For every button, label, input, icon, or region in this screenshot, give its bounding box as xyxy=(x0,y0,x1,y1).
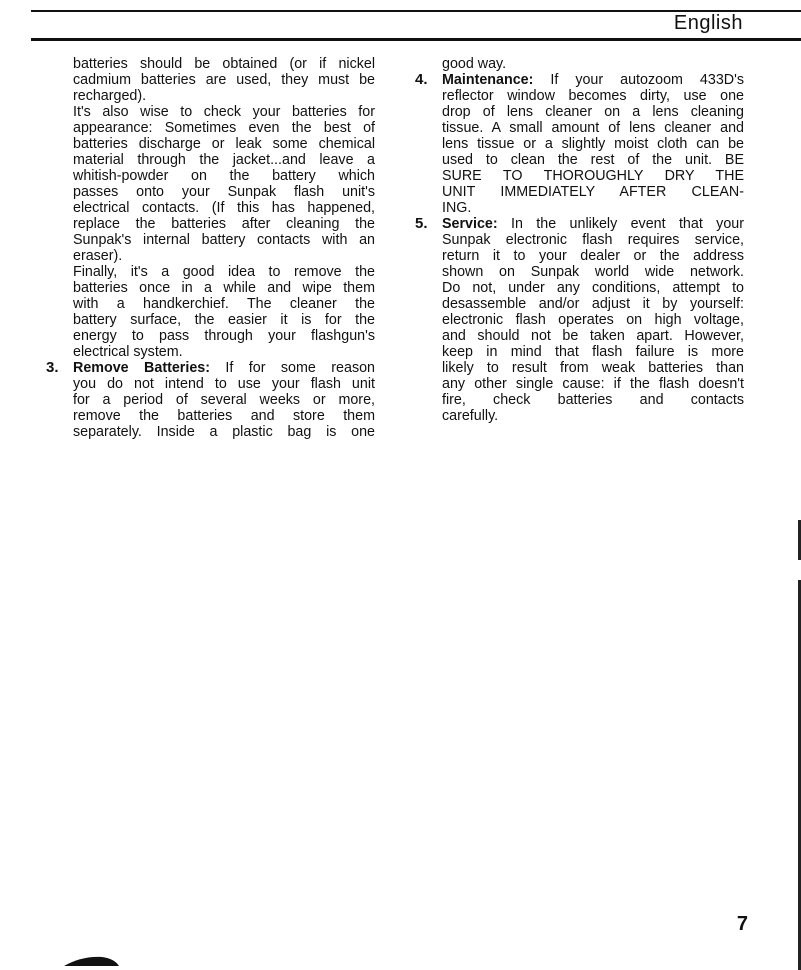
text-line: and should not be taken apart. However, xyxy=(442,328,744,344)
text-line: batteries should be obtained (or if nickel xyxy=(73,56,375,72)
text-line: keep in mind that flash failure is more xyxy=(442,344,744,360)
paragraph-battery-check xyxy=(73,104,375,264)
text-line: for a period of several weeks or more, xyxy=(73,392,375,408)
text-line: separately. Inside a plastic bag is one xyxy=(73,424,375,440)
text-line: whitish-powder on the battery which xyxy=(73,168,375,184)
language-label: English xyxy=(673,12,743,34)
paragraph-battery-replacement xyxy=(73,56,375,104)
paragraph-battery-wipe xyxy=(73,264,375,360)
text-line: likely to result from weak batteries than xyxy=(442,360,744,376)
text-line: reflector window becomes dirty, use one xyxy=(442,88,744,104)
header-rule-bottom xyxy=(31,38,801,41)
text-line: desassemble and/or adjust it by yourself: xyxy=(442,296,744,312)
text-line: battery surface, the easier it is for the xyxy=(73,312,375,328)
text-line: remove the batteries and store them xyxy=(73,408,375,424)
text-line: passes onto your Sunpak flash unit's xyxy=(73,184,375,200)
text-fragment: If for some reason xyxy=(210,360,375,376)
text-fragment: In the unlikely event that your xyxy=(497,216,744,232)
text-line: ING. xyxy=(442,200,472,216)
text-line: UNIT IMMEDIATELY AFTER CLEAN- xyxy=(442,184,744,200)
text-line: carefully. xyxy=(442,408,499,424)
text-line: good way. xyxy=(442,56,507,72)
text-line: return it to your dealer or the address xyxy=(442,248,744,264)
text-line: appearance: Sometimes even the best of xyxy=(73,120,375,136)
text-line: with a handkerchief. The cleaner the xyxy=(73,296,375,312)
item-maintenance xyxy=(415,71,744,216)
text-line: SURE TO THOROUGHLY DRY THE xyxy=(442,168,744,184)
text-line: It's also wise to check your batteries for xyxy=(73,104,375,120)
text-line: shown on Sunpak world wide network. xyxy=(442,264,744,280)
text-line: energy to pass through your flashgun's xyxy=(73,328,375,344)
text-line: electronic flash operates on high voltage, xyxy=(442,312,744,328)
item-number: 4. xyxy=(415,71,428,88)
text-line: Sunpak's internal battery contacts with an xyxy=(73,232,375,248)
item-first-line xyxy=(73,360,375,376)
item-heading: Remove Batteries: xyxy=(73,360,210,376)
text-line: batteries discharge or leak some chemical xyxy=(73,136,375,152)
text-line: electrical system. xyxy=(73,344,183,360)
item-first-line xyxy=(442,216,744,232)
text-line: replace the batteries after cleaning the xyxy=(73,216,375,232)
text-line: used to clean the rest of the unit. BE xyxy=(442,152,744,168)
scan-ink-blot xyxy=(62,951,120,967)
text-line: cadmium batteries are used, they must be xyxy=(73,72,375,88)
text-line: lens tissue or a slightly moist cloth can be xyxy=(442,136,744,152)
text-fragment: If your autozoom 433D's xyxy=(533,72,744,88)
text-line: electrical contacts. (If this has happened, xyxy=(73,200,375,216)
text-line: you do not intend to use your flash unit xyxy=(73,376,375,392)
item-heading: Maintenance: xyxy=(442,72,534,88)
text-line: eraser). xyxy=(73,248,123,264)
text-line: Do not, under any conditions, attempt to xyxy=(442,280,744,296)
text-line: tissue. A small amount of lens cleaner and xyxy=(442,120,744,136)
text-line: fire, check batteries and contacts xyxy=(442,392,744,408)
text-line: any other single cause: if the flash doesn't xyxy=(442,376,744,392)
left-column xyxy=(46,56,375,440)
item-number: 5. xyxy=(415,215,428,232)
text-line: batteries once in a while and wipe them xyxy=(73,280,375,296)
page-number: 7 xyxy=(736,913,748,935)
text-line: material through the jacket...and leave a xyxy=(73,152,375,168)
item-remove-batteries xyxy=(46,359,375,440)
item-service xyxy=(415,215,744,424)
item-number: 3. xyxy=(46,359,59,376)
item-first-line xyxy=(442,72,744,88)
text-line: Sunpak electronic flash requires service, xyxy=(442,232,744,248)
item-heading: Service: xyxy=(442,216,498,232)
text-line: recharged). xyxy=(73,88,147,104)
text-line: drop of lens cleaner on a lens cleaning xyxy=(442,104,744,120)
right-column xyxy=(415,56,744,424)
text-line: Finally, it's a good idea to remove the xyxy=(73,264,375,280)
